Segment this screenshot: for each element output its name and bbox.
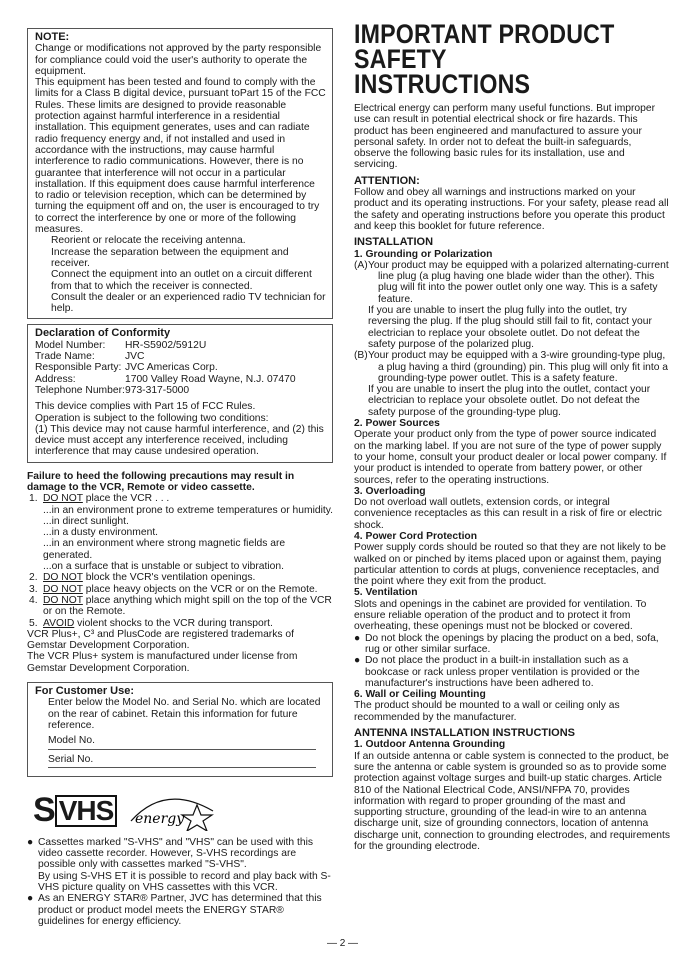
section-text: Power supply cords should be routed so that they are not likely to be walked on or pinched by items placed upon or against them, paying particular attention to cords at plugs, convenience receptacles, and the point where they exit from the product.	[354, 542, 666, 588]
customer-heading: For Customer Use:	[35, 685, 135, 698]
measure: Increase the separation between the equipment and receiver.	[51, 246, 289, 269]
sub-item: ...in an environment prone to extreme temperatures or humidity.	[43, 504, 333, 516]
section-heading: 2. Power Sources	[354, 418, 440, 430]
intro-text: Electrical energy can perform many useful functions. But improper use can result in potential electrical shock or fire hazards. This product has been engineered and manufactured to assure your personal safety. In order not to defeat the built-in safeguards, observe the following basic rules for its installation, use and servicing.	[354, 103, 656, 171]
bullet-item: ● Do not block the openings by placing the product on a bed, sofa, rug or other similar surface.	[354, 632, 659, 655]
sub-a: (A) Your product may be equipped with a polarized alternating-current line plug (a plug having one blade wider than the other). This plug will fit into the power outlet only one way. This is a safety feature. If you are unable to insert the plug fully into the outlet, try reversing the plug. If the plug should still fail to fit, contact your electrician to replace your obsolete outlet. Do not defeat the safety purpose of the polarized plug.	[354, 259, 669, 350]
section-heading: 1. Grounding or Polarization	[354, 248, 493, 260]
trademark-note: VCR Plus+, C³ and PlusCode are registered trademarks of Gemstar Development Corporation.	[27, 628, 294, 652]
note-paragraph: Change or modifications not approved by the party responsible for compliance could void the user's authority to operate the equipment.	[35, 43, 322, 77]
value: JVC Americas Corp.	[125, 362, 218, 374]
label: Trade Name:	[35, 351, 95, 363]
conformity-text: Operation is subject to the following two conditions:	[35, 412, 269, 424]
serial-number-field[interactable]: Serial No.	[48, 750, 316, 768]
bullet-item: ● Do not place the product in a built-in installation such as a bookcase or rack unless proper ventilation is provided or the manufacturer's instructions have been adhered to.	[354, 655, 640, 689]
sub-item: ...on a surface that is unstable or subject to vibration.	[43, 561, 284, 573]
precaution-item: 2. DO NOT block the VCR's ventilation openings.	[29, 572, 256, 584]
section-heading: 6. Wall or Ceiling Mounting	[354, 689, 486, 701]
trademark-note: The VCR Plus+ system is manufactured under license from Gemstar Development Corporation.	[27, 651, 298, 674]
page-number: — 2 —	[326, 938, 359, 949]
sub-b: (B) Your product may be equipped with a 3-wire grounding-type plug, a plug having a third (grounding) pin. This plug will only fit into a grounding-type power outlet. This is a safety feature. If you are unable to insert the plug into the outlet, contact your electrician to replace your obsolete outlet. Do not defeat the safety purpose of the grounding-type plug.	[354, 350, 669, 418]
customer-use-box	[27, 682, 333, 777]
label: Responsible Party:	[35, 362, 122, 374]
precaution-item: 3. DO NOT place heavy objects on the VCR or on the Remote.	[29, 583, 318, 595]
attention-heading: ATTENTION:	[354, 174, 420, 187]
antenna-heading: ANTENNA INSTALLATION INSTRUCTIONS	[354, 727, 576, 740]
left-column	[27, 28, 333, 927]
section-text: Slots and openings in the cabinet are provided for ventilation. To ensure reliable operation of the product and to protect it from overheating, these openings must not be blocked or covered.	[354, 598, 647, 633]
note-paragraph: This equipment has been tested and found to comply with the limits for a Class B digital device, pursuant toPart 15 of the FCC Rules. These limits are designed to provide reasonable protection against harmful interference in a residential installation. This equipment generates, uses and can radiate radio frequency energy and, if not installed and used in accordance with the instructions, may cause harmful interference to radio communications. However, there is no guarantee that interference will not occur in a particular installation. If this equipment does cause harmful interference to radio or television reception, which can be determined by turning the equipment off and on, the user is encouraged to try to correct the interference by one or more of the following measures.	[35, 77, 326, 236]
svhs-logo: S VHS	[33, 795, 117, 827]
note-heading: NOTE:	[35, 31, 70, 43]
sub-item: ...in direct sunlight.	[43, 515, 129, 527]
section-text: Operate your product only from the type of power source indicated on the marking label. If you are not sure of the type of power supply to your home, consult your product dealer or local power company. If your product is intended to operate from battery power, or other sources, refer to the operating instructions.	[354, 429, 667, 486]
right-column	[354, 19, 670, 852]
precautions-list	[27, 493, 333, 629]
conformity-text: (1) This device may not cause harmful interference, and (2) this device must accept any interference received, including interference that may cause undesired operation.	[35, 423, 324, 458]
section-text: If an outside antenna or cable system is connected to the product, be sure the antenna or cable system is grounded so as to provide some protection against voltage surges and built-up static charges. Article 810 of the National Electrical Code, ANSI/NFPA 70, provides information with regard to proper grounding of the mast and supporting structure, grounding of the lead-in wire to an antenna discharge unit, size of grounding connectors, location of antenna discharge unit, connection to grounding electrodes, and requirements for the grounding electrode.	[354, 750, 670, 852]
measure: Reorient or relocate the receiving antenna.	[51, 235, 246, 247]
value: JVC	[125, 351, 145, 363]
precautions-heading: Failure to heed the following precautions may result in damage to the VCR, Remote or video cassette.	[27, 470, 295, 493]
bullet-item: ● As an ENERGY STAR® Partner, JVC has determined that this product or product model meets the ENERGY STAR® guidelines for energy efficiency.	[27, 893, 322, 927]
conformity-heading: Declaration of Conformity	[35, 327, 171, 340]
value: 973-317-5000	[125, 384, 190, 396]
label: Model Number:	[35, 339, 106, 351]
model-number-field[interactable]: Model No.	[48, 731, 316, 749]
bullet-item: ● Cassettes marked "S-VHS" and "VHS" can be used with this video cassette recorder. However, S-VHS recordings are possible only with cassettes marked "S-VHS". By using S-VHS ET it is possible to record and play back with S-VHS picture quality on VHS cassettes with this VCR.	[27, 836, 331, 893]
sub-item: ...in a dusty environment.	[43, 527, 159, 539]
customer-text: Enter below the Model No. and Serial No. which are located on the rear of cabinet. Retain this information for future reference.	[48, 697, 321, 731]
section-text: Do not overload wall outlets, extension cords, or integral convenience receptacles as this can result in a risk of fire or electric shock.	[354, 497, 662, 531]
page-title: IMPORTANT PRODUCT SAFETY INSTRUCTIONS	[354, 19, 615, 99]
precaution-item: 4. DO NOT place anything which might spill on the top of the VCR or on the Remote.	[29, 594, 332, 618]
value: HR-S5902/5912U	[125, 339, 207, 351]
attention-text: Follow and obey all warnings and instructions marked on your product and its operating instructions. For your safety, please read all the safety and operating instructions before you operate this product and keep this booklet for future reference.	[354, 187, 669, 232]
measure: Consult the dealer or an experienced radio TV technician for help.	[51, 291, 326, 315]
precaution-item: 5. AVOID violent shocks to the VCR during transport.	[29, 617, 273, 629]
svg-text:energy: energy	[135, 810, 185, 827]
label: Telephone Number:	[35, 384, 125, 396]
section-heading: 3. Overloading	[354, 485, 426, 497]
fcc-note-box	[27, 28, 333, 319]
value: 1700 Valley Road Wayne, N.J. 07470	[125, 373, 296, 385]
section-heading: 4. Power Cord Protection	[354, 530, 478, 542]
conformity-box	[27, 324, 333, 462]
label: Address:	[35, 373, 76, 385]
installation-heading: INSTALLATION	[354, 236, 434, 249]
precaution-item: 1. DO NOT place the VCR . . . ...in an environment prone to extreme temperatures or humidity. ...in direct sunlight. ...in a dusty environment. ...in an environment where strong magnetic fields are generated. ...on a surface that is unstable or subject to vibration.	[29, 493, 333, 573]
conformity-text: This device complies with Part 15 of FCC Rules.	[35, 401, 256, 413]
section-heading: 1. Outdoor Antenna Grounding	[354, 739, 506, 751]
logos	[33, 791, 333, 831]
measure: Connect the equipment into an outlet on a circuit different from that to which the receiver is connected.	[51, 269, 312, 292]
section-heading: 5. Ventilation	[354, 587, 418, 599]
section-text: The product should be mounted to a wall or ceiling only as recommended by the manufacturer.	[354, 700, 620, 723]
energy-star-logo	[125, 791, 220, 831]
conformity-details	[35, 340, 326, 396]
sub-item: ...in an environment where strong magnetic fields are generated.	[43, 538, 286, 561]
